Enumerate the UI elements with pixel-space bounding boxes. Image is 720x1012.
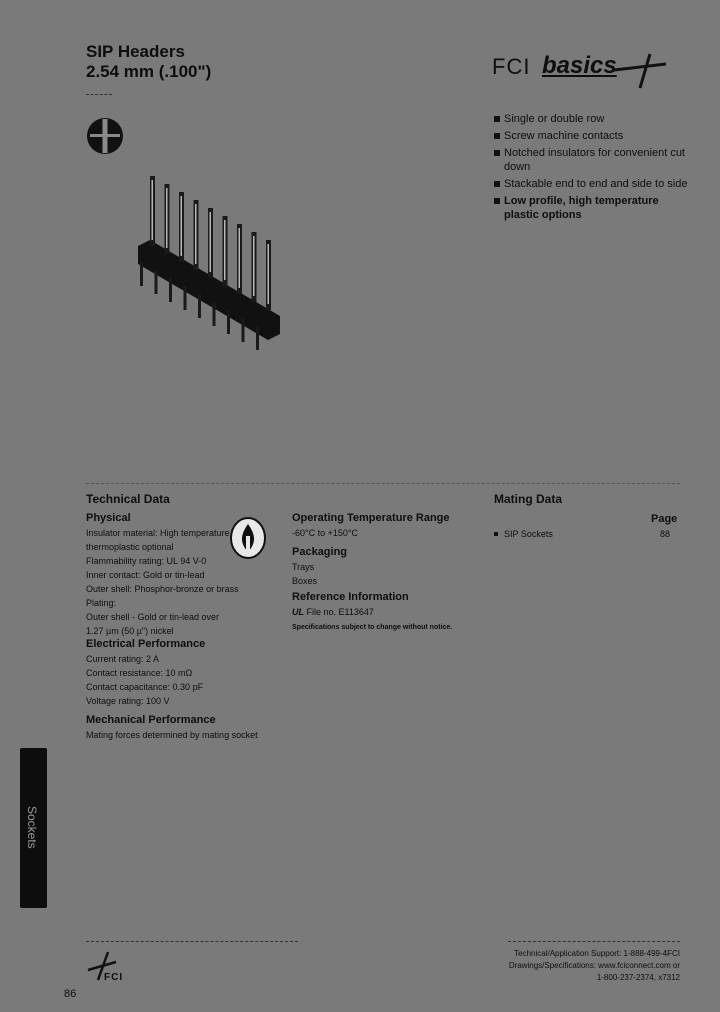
section-divider — [86, 483, 680, 484]
pin-highlight — [210, 212, 212, 272]
component-symbol-icon — [85, 116, 125, 156]
support-info — [440, 948, 680, 984]
section-tab[interactable] — [20, 748, 47, 908]
pin-highlight — [268, 244, 270, 304]
footer-rule-right — [508, 941, 680, 942]
mating-item-label: SIP Sockets — [504, 529, 553, 539]
feature-list — [494, 112, 694, 225]
spec-line: Plating: — [86, 598, 117, 608]
spec-line: Outer shell - Gold or tin-lead over — [86, 612, 220, 622]
spec-line: 1.27 µm (50 µ") nickel — [86, 626, 174, 636]
mating-data-heading: Mating Data — [494, 492, 563, 506]
feature-item: Stackable end to end and side to side — [494, 177, 694, 191]
packaging-heading: Packaging — [292, 546, 348, 558]
mating-item-page: 88 — [660, 529, 671, 539]
header-pin-tail — [169, 278, 172, 302]
spec-line: Voltage rating: 100 V — [86, 696, 170, 706]
bullet-icon — [494, 532, 498, 536]
disclaimer: Specifications subject to change without notice. — [292, 624, 453, 631]
spec-line: Contact capacitance: 0.30 pF — [86, 682, 204, 692]
header-pin-tail — [256, 326, 259, 350]
support-line: 1-800-237-2374, x7312 — [596, 973, 680, 982]
ul-file-number — [292, 605, 374, 619]
pin-highlight — [166, 188, 168, 248]
physical-heading: Physical — [86, 512, 131, 524]
header-pin-tail — [227, 310, 230, 334]
temperature-heading: Operating Temperature Range — [292, 512, 450, 524]
header-pin-tail — [140, 262, 143, 286]
technical-data-heading: Technical Data — [86, 492, 170, 506]
spec-line: Contact resistance: 10 mΩ — [86, 668, 193, 678]
feature-item: Single or double row — [494, 112, 694, 126]
spec-line: Insulator material: High temperature — [86, 528, 230, 538]
header-pin-tail — [213, 302, 216, 326]
pin-highlight — [152, 180, 154, 240]
packaging-item: Boxes — [292, 576, 318, 586]
mechanical-specs — [86, 728, 286, 742]
footer-rule — [86, 941, 298, 942]
header-pin-tail — [184, 286, 187, 310]
pin-highlight — [224, 220, 226, 280]
page-column-header: Page — [651, 513, 678, 525]
ul-mark-icon: UL — [292, 607, 304, 617]
electrical-specs — [86, 652, 266, 708]
spec-line: Current rating: 2 A — [86, 654, 160, 664]
header-pin-tail — [198, 294, 201, 318]
page-title — [86, 42, 211, 82]
pin-highlight — [239, 228, 241, 288]
file-number-text: File no. E113647 — [306, 607, 374, 617]
spec-line: Outer shell: Phosphor-bronze or brass — [86, 584, 239, 594]
title-line-2: 2.54 mm (.100") — [86, 62, 212, 81]
feature-item: Low profile, high temperature plastic options — [494, 194, 694, 222]
feature-item: Screw machine contacts — [494, 129, 694, 143]
sip-header-product-image — [130, 168, 290, 368]
pin-highlight — [253, 236, 255, 296]
title-line-1: SIP Headers — [86, 42, 185, 61]
header-pin-tail — [242, 318, 245, 342]
brand-fci: FCI — [492, 54, 531, 79]
support-line: Technical/Application Support: 1-888-499-4FCI — [514, 949, 680, 958]
reference-heading: Reference Information — [292, 591, 409, 603]
pin-highlight — [181, 196, 183, 256]
spec-line: Flammability rating: UL 94 V-0 — [86, 556, 207, 566]
spec-line: thermoplastic optional — [86, 542, 174, 552]
page-number: 86 — [64, 988, 77, 1000]
feature-item: Notched insulators for convenient cut down — [494, 146, 694, 174]
header-pin-tail — [155, 270, 158, 294]
header-rule — [86, 94, 112, 95]
mating-item[interactable] — [494, 527, 553, 541]
electrical-heading: Electrical Performance — [86, 638, 206, 650]
packaging-item: Trays — [292, 562, 315, 572]
temperature-value: -60°C to +150°C — [292, 528, 358, 538]
section-tab-label: Sockets — [25, 806, 39, 849]
pin-highlight — [195, 204, 197, 264]
packaging-list — [292, 560, 317, 588]
high-temp-flame-icon — [229, 516, 267, 560]
spec-line: Inner contact: Gold or tin-lead — [86, 570, 205, 580]
support-line: Drawings/Specifications: www.fciconnect.com or — [508, 961, 680, 970]
mechanical-heading: Mechanical Performance — [86, 714, 216, 726]
brand-swoosh-icon — [610, 50, 670, 90]
fci-basics-logo — [492, 50, 672, 90]
spec-line: Mating forces determined by mating socket — [86, 730, 258, 740]
brand-basics: basics — [542, 52, 617, 79]
footer-logo-text: FCI — [104, 972, 124, 983]
